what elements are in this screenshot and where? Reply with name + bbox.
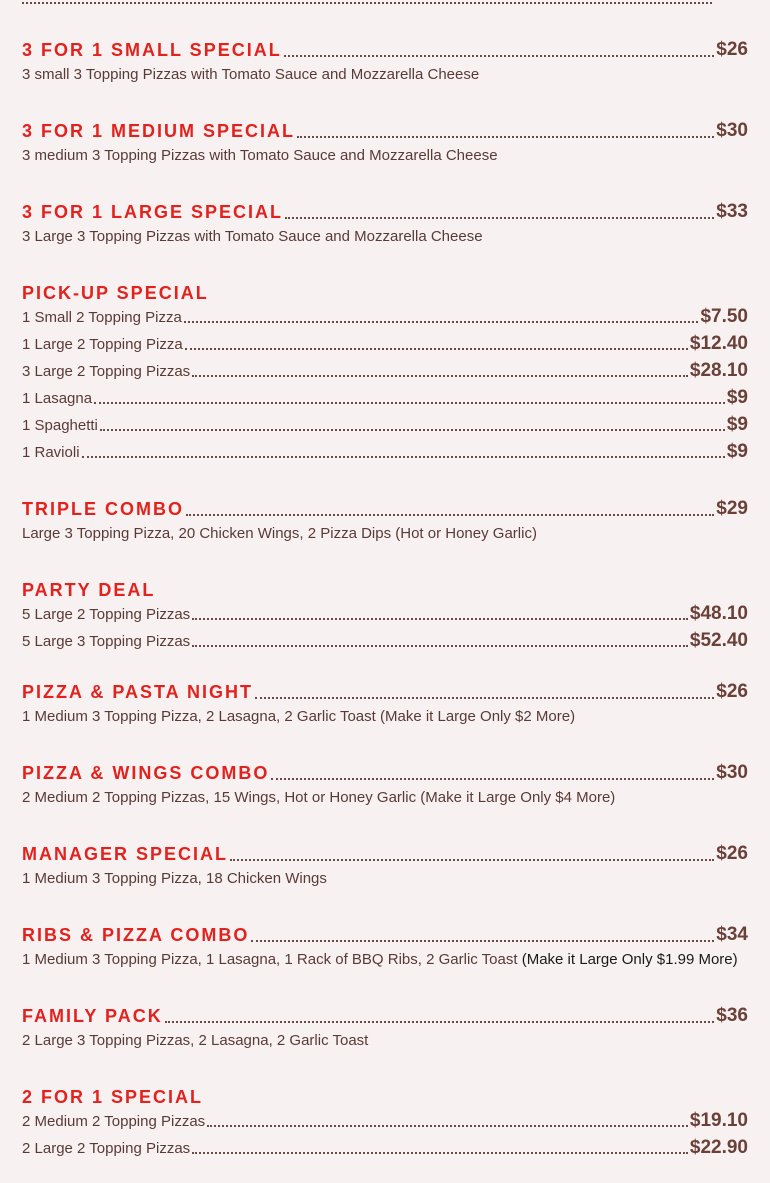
list-item xyxy=(22,361,748,381)
section-title: 2 FOR 1 SPECIAL xyxy=(22,1087,204,1107)
dot-leader xyxy=(184,321,699,323)
item-name: 5 Large 3 Topping Pizzas xyxy=(22,633,191,650)
section-title: TRIPLE COMBO xyxy=(22,499,184,519)
list-item xyxy=(22,442,748,462)
dot-leader xyxy=(192,1152,688,1154)
dot-leader xyxy=(185,348,688,350)
item-name: 1 Lasagna xyxy=(22,390,93,407)
list-item xyxy=(22,1138,748,1158)
dot-leader xyxy=(207,1125,688,1127)
dot-leader xyxy=(285,217,714,219)
price: $30 xyxy=(716,762,748,783)
price: $28.10 xyxy=(689,360,748,381)
price: $26 xyxy=(716,843,748,864)
item-name: 3 Large 2 Topping Pizzas xyxy=(22,363,191,380)
list-item xyxy=(22,1111,748,1131)
item-name: 5 Large 2 Topping Pizzas xyxy=(22,606,191,623)
section-description xyxy=(22,951,738,969)
section-title: 3 FOR 1 LARGE SPECIAL xyxy=(22,202,284,222)
price: $26 xyxy=(716,681,748,702)
dot-leader xyxy=(284,55,715,57)
price: $7.50 xyxy=(700,306,748,327)
menu-row-pizza-pasta-night xyxy=(22,682,748,702)
menu-row-small-special xyxy=(22,40,748,60)
price: $34 xyxy=(716,924,748,945)
section-description: 2 Medium 2 Topping Pizzas, 15 Wings, Hot or Honey Garlic (Make it Large Only $4 More) xyxy=(22,789,616,806)
section-title: MANAGER SPECIAL xyxy=(22,844,229,864)
dot-leader xyxy=(297,136,714,138)
dot-leader xyxy=(94,402,725,404)
item-name: 1 Spaghetti xyxy=(22,417,98,434)
menu-row-manager-special xyxy=(22,844,748,864)
dot-leader xyxy=(251,940,714,942)
menu-row-two-for-one xyxy=(22,1087,748,1107)
menu-row-large-special xyxy=(22,202,748,222)
item-name: 1 Small 2 Topping Pizza xyxy=(22,309,182,326)
menu-row-medium-special xyxy=(22,121,748,141)
price: $12.40 xyxy=(689,333,748,354)
price: $52.40 xyxy=(689,630,748,651)
dot-leader xyxy=(271,778,714,780)
section-title: 3 FOR 1 SMALL SPECIAL xyxy=(22,40,282,60)
section-description: 3 medium 3 Topping Pizzas with Tomato Sauce and Mozzarella Cheese xyxy=(22,147,498,164)
list-item xyxy=(22,307,748,327)
section-title: FAMILY PACK xyxy=(22,1006,163,1026)
dot-leader xyxy=(192,645,688,647)
dot-leader xyxy=(192,375,688,377)
menu-row-pizza-wings-combo xyxy=(22,763,748,783)
menu-row-pickup-special xyxy=(22,283,748,303)
list-item xyxy=(22,388,748,408)
section-description: 1 Medium 3 Topping Pizza, 2 Lasagna, 2 Garlic Toast (Make it Large Only $2 More) xyxy=(22,708,576,725)
section-title: PIZZA & PASTA NIGHT xyxy=(22,682,253,702)
dot-leader xyxy=(192,618,688,620)
price: $48.10 xyxy=(689,603,748,624)
item-name: 2 Medium 2 Topping Pizzas xyxy=(22,1113,206,1130)
section-description: 3 Large 3 Topping Pizzas with Tomato Sauce and Mozzarella Cheese xyxy=(22,228,483,245)
price: $9 xyxy=(726,441,748,462)
menu-row-party-deal xyxy=(22,580,748,600)
list-item xyxy=(22,415,748,435)
price: $33 xyxy=(716,201,748,222)
price: $36 xyxy=(716,1005,748,1026)
description-text: 1 Medium 3 Topping Pizza, 1 Lasagna, 1 Rack of BBQ Ribs, 2 Garlic Toast xyxy=(22,951,518,968)
section-title: RIBS & PIZZA COMBO xyxy=(22,925,250,945)
price: $9 xyxy=(726,387,748,408)
section-title: 3 FOR 1 MEDIUM SPECIAL xyxy=(22,121,296,141)
dot-leader xyxy=(186,514,714,516)
dot-leader xyxy=(100,429,725,431)
price: $30 xyxy=(716,120,748,141)
section-title: PARTY DEAL xyxy=(22,580,156,600)
upgrade-note: (Make it Large Only $1.99 More) xyxy=(521,951,738,968)
item-name: 1 Large 2 Topping Pizza xyxy=(22,336,183,353)
price: $29 xyxy=(716,498,748,519)
top-partial-divider xyxy=(22,0,712,4)
list-item xyxy=(22,604,748,624)
section-description: Large 3 Topping Pizza, 20 Chicken Wings, 2 Pizza Dips (Hot or Honey Garlic) xyxy=(22,525,537,542)
dot-leader xyxy=(230,859,714,861)
menu-row-family-pack xyxy=(22,1006,748,1026)
dot-leader xyxy=(82,456,725,458)
dot-leader xyxy=(255,697,714,699)
list-item xyxy=(22,334,748,354)
list-item xyxy=(22,631,748,651)
section-description: 3 small 3 Topping Pizzas with Tomato Sauce and Mozzarella Cheese xyxy=(22,66,480,83)
price: $26 xyxy=(716,39,748,60)
section-title: PIZZA & WINGS COMBO xyxy=(22,763,270,783)
price: $9 xyxy=(726,414,748,435)
dot-leader xyxy=(165,1021,715,1023)
price: $19.10 xyxy=(689,1110,748,1131)
section-description: 1 Medium 3 Topping Pizza, 18 Chicken Wings xyxy=(22,870,327,887)
price: $22.90 xyxy=(689,1137,748,1158)
menu-row-triple-combo xyxy=(22,499,748,519)
section-description: 2 Large 3 Topping Pizzas, 2 Lasagna, 2 Garlic Toast xyxy=(22,1032,369,1049)
item-name: 2 Large 2 Topping Pizzas xyxy=(22,1140,191,1157)
item-name: 1 Ravioli xyxy=(22,444,80,461)
section-title: PICK-UP SPECIAL xyxy=(22,283,209,303)
menu-row-ribs-pizza-combo xyxy=(22,925,748,945)
